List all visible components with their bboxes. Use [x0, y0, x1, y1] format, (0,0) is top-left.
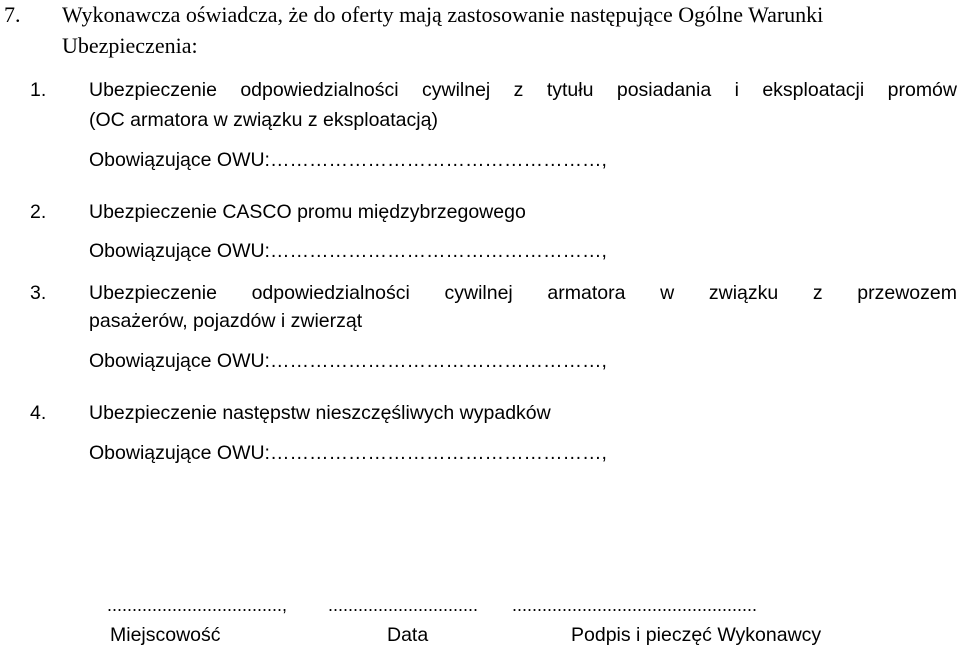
place-dotted-line: ...................................,	[107, 595, 288, 615]
item-4-number: 4.	[30, 402, 47, 424]
section-intro-line1: Wykonawcza oświadcza, że do oferty mają zastosowanie następujące Ogólne Warunki	[62, 2, 824, 27]
item-2-title-line1: Ubezpieczenie CASCO promu międzybrzegowego	[89, 201, 526, 223]
item-1-title-line2: (OC armatora w związku z eksploatacją)	[89, 109, 438, 131]
place-label: Miejscowość	[110, 624, 221, 646]
item-2-owu-field: Obowiązujące OWU:……………………………………………,	[89, 240, 607, 262]
item-1-title-line1: Ubezpieczenie odpowiedzialności cywilnej z tytułu posiadania i eksploatacji promów	[89, 79, 957, 101]
item-4-owu-field: Obowiązujące OWU:……………………………………………,	[89, 442, 607, 464]
signature-dotted-line: .................................................	[512, 595, 758, 615]
signature-label: Podpis i pieczęć Wykonawcy	[571, 624, 822, 646]
item-3-owu-field: Obowiązujące OWU:……………………………………………,	[89, 350, 607, 372]
item-3-number: 3.	[30, 282, 47, 304]
date-label: Data	[387, 624, 429, 646]
item-1-number: 1.	[30, 79, 47, 101]
item-3-title-line1: Ubezpieczenie odpowiedzialności cywilnej armatora w związku z przewozem	[89, 282, 957, 304]
date-dotted-line: ..............................	[328, 595, 479, 615]
item-3-title-line2: pasażerów, pojazdów i zwierząt	[89, 310, 363, 332]
section-number: 7.	[4, 2, 21, 27]
item-4-title-line1: Ubezpieczenie następstw nieszczęśliwych wypadków	[89, 402, 551, 424]
section-intro-line2: Ubezpieczenia:	[62, 33, 198, 58]
item-1-owu-field: Obowiązujące OWU:……………………………………………,	[89, 149, 607, 171]
item-2-number: 2.	[30, 201, 47, 223]
